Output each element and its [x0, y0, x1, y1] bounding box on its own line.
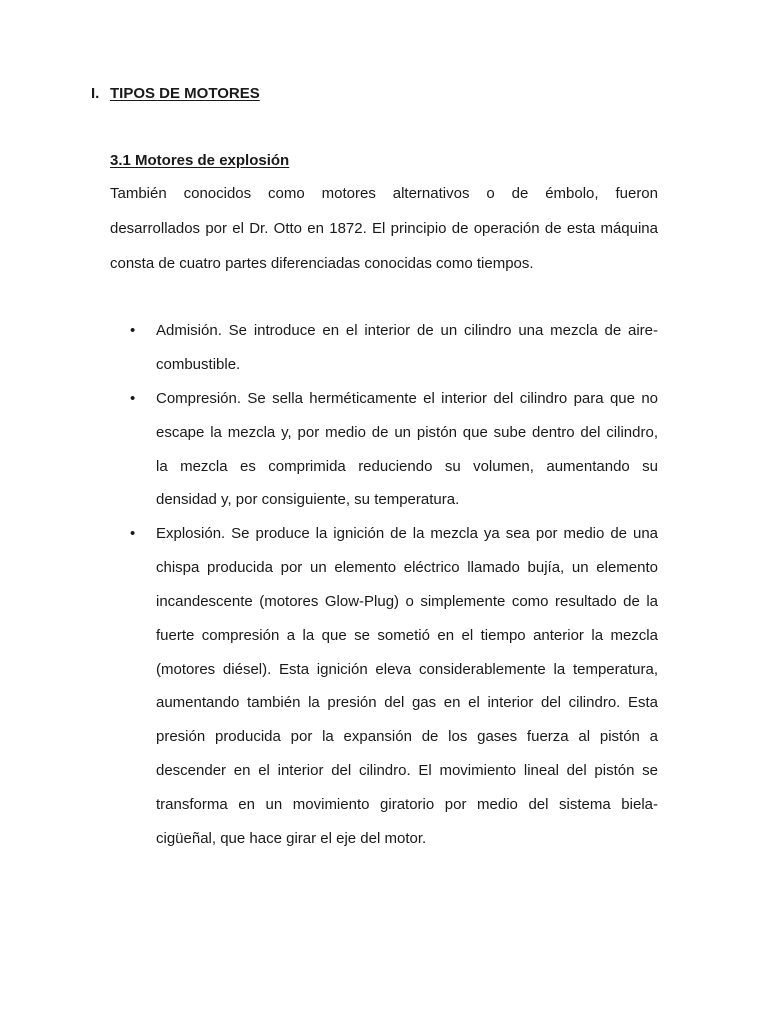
list-item-line: Explosión. Se produce la ignición de la mezcla ya sea por medio de una	[156, 525, 658, 542]
chapter-title: TIPOS DE MOTORES	[110, 85, 260, 102]
list-item-line: aumentando también la presión del gas en el interior del cilindro. Esta	[156, 694, 658, 711]
list-item-line: descender en el interior del cilindro. El movimiento lineal del pistón se	[156, 762, 658, 779]
list-item-line: cigüeñal, que hace girar el eje del motor.	[156, 830, 427, 847]
section-title: 3.1 Motores de explosión	[110, 152, 290, 169]
list-item-line: fuerte compresión a la que se sometió en el tiempo anterior la mezcla	[156, 627, 658, 644]
paragraph-line: desarrollados por el Dr. Otto en 1872. El principio de operación de esta máquina	[110, 220, 658, 237]
list-item-line: escape la mezcla y, por medio de un pistón que sube dentro del cilindro,	[156, 424, 658, 441]
paragraph-line: También conocidos como motores alternativos o de émbolo, fueron	[110, 185, 658, 202]
paragraph-line: consta de cuatro partes diferenciadas conocidas como tiempos.	[110, 255, 534, 272]
list-item-line: chispa producida por un elemento eléctrico llamado bujía, un elemento	[156, 559, 658, 576]
bullet-marker: •	[130, 525, 136, 542]
list-item-line: la mezcla es comprimida reduciendo su volumen, aumentando su	[156, 458, 658, 475]
list-item-line: presión producida por la expansión de los gases fuerza al pistón a	[156, 728, 658, 745]
list-item-line: transforma en un movimiento giratorio por medio del sistema biela-	[156, 796, 658, 813]
list-item-line: combustible.	[156, 356, 241, 373]
chapter-heading	[91, 85, 260, 103]
list-item-line: (motores diésel). Esta ignición eleva considerablemente la temperatura,	[156, 661, 658, 678]
list-item-line: densidad y, por consiguiente, su temperatura.	[156, 491, 460, 508]
bullet-marker: •	[130, 390, 136, 407]
list-item-line: Admisión. Se introduce en el interior de un cilindro una mezcla de aire-	[156, 322, 658, 339]
bullet-marker: •	[130, 322, 136, 339]
chapter-number: I.	[91, 85, 100, 102]
list-item-line: Compresión. Se sella herméticamente el interior del cilindro para que no	[156, 390, 658, 407]
list-item-line: incandescente (motores Glow-Plug) o simplemente como resultado de la	[156, 593, 658, 610]
